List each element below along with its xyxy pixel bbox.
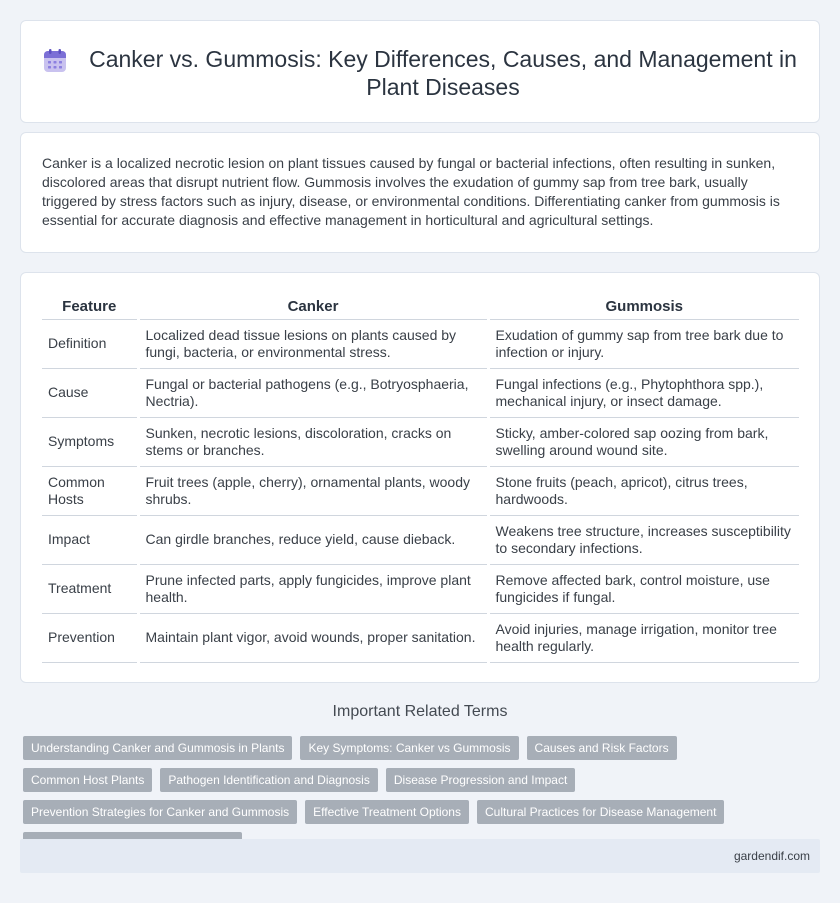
canker-cell: Can girdle branches, reduce yield, cause dieback.: [138, 515, 488, 564]
gummosis-cell: Stone fruits (peach, apricot), citrus trees, hardwoods.: [488, 466, 799, 515]
canker-cell: Maintain plant vigor, avoid wounds, proper sanitation.: [138, 613, 488, 662]
gummosis-cell: Exudation of gummy sap from tree bark due to infection or injury.: [488, 319, 799, 368]
table-header-row: [42, 295, 799, 319]
table-row: [42, 319, 799, 368]
related-terms-list: [23, 736, 813, 856]
page-title: Canker vs. Gummosis: Key Differences, Causes, and Management in Plant Diseases: [89, 46, 797, 100]
related-term-tag[interactable]: Prevention Strategies for Canker and Gummosis: [23, 800, 297, 824]
gummosis-cell: Remove affected bark, control moisture, use fungicides if fungal.: [488, 564, 799, 613]
feature-cell: Definition: [42, 319, 138, 368]
comparison-card: [20, 272, 820, 683]
gummosis-cell: Fungal infections (e.g., Phytophthora spp.), mechanical injury, or insect damage.: [488, 368, 799, 417]
table-row: [42, 564, 799, 613]
feature-cell: Cause: [42, 368, 138, 417]
intro-paragraph: Canker is a localized necrotic lesion on plant tissues caused by fungal or bacterial infections, often resulting in sunken, discolored areas that disrupt nutrient flow. Gummosis involves the exudation of gummy sap from tree bark, usually triggered by stress factors such as injury, disease, or environmental conditions. Differentiating canker from gummosis is essential for accurate diagnosis and effective management in horticultural and agricultural settings.: [42, 155, 780, 228]
canker-cell: Localized dead tissue lesions on plants caused by fungi, bacteria, or environmental stress.: [138, 319, 488, 368]
calendar-icon: [42, 48, 68, 74]
feature-cell: Treatment: [42, 564, 138, 613]
feature-cell: Prevention: [42, 613, 138, 662]
feature-cell: Common Hosts: [42, 466, 138, 515]
header-canker: Canker: [138, 295, 488, 319]
canker-cell: Fruit trees (apple, cherry), ornamental plants, woody shrubs.: [138, 466, 488, 515]
canker-cell: Fungal or bacterial pathogens (e.g., Botryosphaeria, Nectria).: [138, 368, 488, 417]
gummosis-cell: Weakens tree structure, increases susceptibility to secondary infections.: [488, 515, 799, 564]
footer: [20, 839, 820, 873]
title-row: [21, 45, 819, 101]
related-term-tag[interactable]: Causes and Risk Factors: [527, 736, 677, 760]
related-term-tag[interactable]: Disease Progression and Impact: [386, 768, 575, 792]
canker-cell: Sunken, necrotic lesions, discoloration, cracks on stems or branches.: [138, 417, 488, 466]
related-term-tag[interactable]: Common Host Plants: [23, 768, 152, 792]
header-feature: Feature: [42, 295, 138, 319]
table-row: [42, 417, 799, 466]
intro-card: [20, 132, 820, 253]
related-terms-heading: Important Related Terms: [332, 703, 508, 720]
comparison-table: [42, 295, 799, 663]
header-card: [20, 20, 820, 123]
related-term-tag[interactable]: Pathogen Identification and Diagnosis: [160, 768, 377, 792]
footer-site-link[interactable]: gardendif.com: [733, 849, 810, 863]
table-row: [42, 613, 799, 662]
related-term-tag[interactable]: Key Symptoms: Canker vs Gummosis: [300, 736, 518, 760]
table-row: [42, 368, 799, 417]
gummosis-cell: Sticky, amber-colored sap oozing from bark, swelling around wound site.: [488, 417, 799, 466]
related-term-tag[interactable]: Cultural Practices for Disease Management: [477, 800, 724, 824]
feature-cell: Symptoms: [42, 417, 138, 466]
gummosis-cell: Avoid injuries, manage irrigation, monitor tree health regularly.: [488, 613, 799, 662]
related-term-tag[interactable]: Understanding Canker and Gummosis in Plants: [23, 736, 292, 760]
canker-cell: Prune infected parts, apply fungicides, improve plant health.: [138, 564, 488, 613]
header-gummosis: Gummosis: [488, 295, 799, 319]
table-row: [42, 466, 799, 515]
feature-cell: Impact: [42, 515, 138, 564]
related-term-tag[interactable]: Effective Treatment Options: [305, 800, 469, 824]
table-row: [42, 515, 799, 564]
